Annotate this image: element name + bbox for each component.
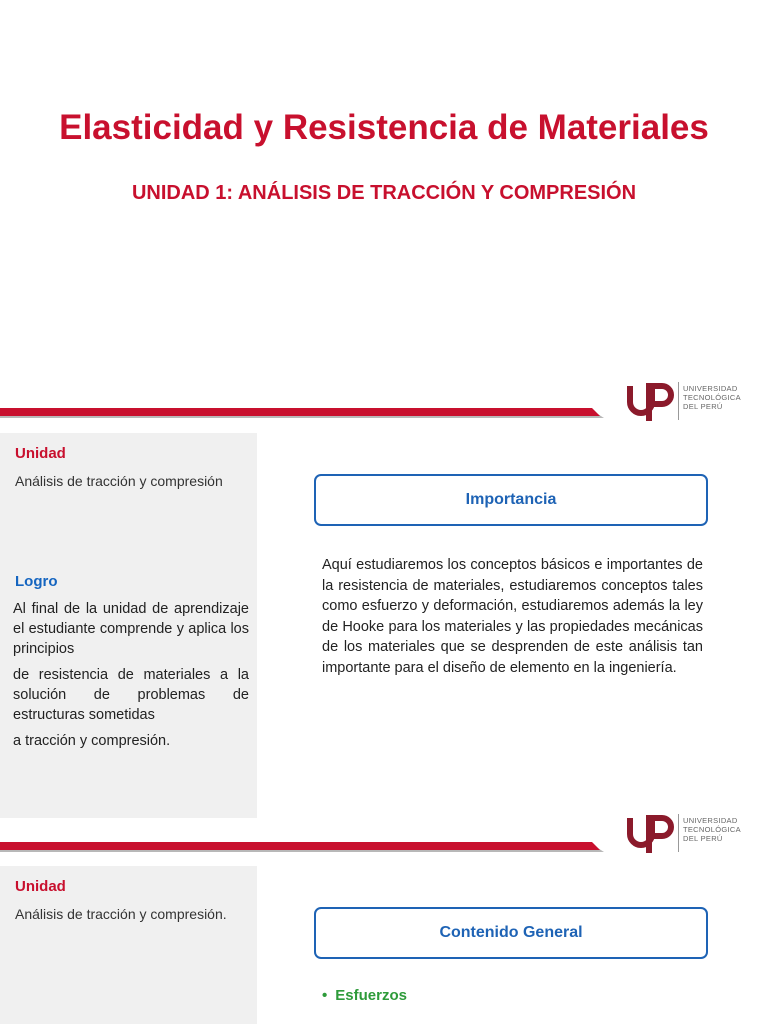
unidad-label-2: Unidad [15, 878, 66, 895]
unidad-text: Análisis de tracción y compresión [15, 473, 223, 489]
logo-line-2: TECNOLÓGICA [683, 393, 741, 402]
slide3-left-panel [0, 866, 257, 1024]
utp-logo-2 [626, 812, 756, 856]
utp-logo-icon [626, 380, 678, 424]
unidad-text-2: Análisis de tracción y compresión. [15, 906, 227, 922]
presentation-title: Elasticidad y Resistencia de Materiales [59, 108, 709, 147]
unit-subtitle: UNIDAD 1: ANÁLISIS DE TRACCIÓN Y COMPRESIÓN [131, 182, 637, 204]
importancia-box: Importancia [314, 474, 708, 526]
logro-text-3: a tracción y compresión. [13, 733, 171, 749]
slide2-left-panel [0, 433, 257, 818]
logo-line-1: UNIVERSIDAD [683, 816, 738, 825]
utp-logo [626, 380, 756, 424]
unidad-label: Unidad [15, 445, 66, 462]
bullet-item [322, 987, 407, 1004]
utp-logo-icon [626, 812, 678, 856]
logro-text-2: de resistencia de materiales a la solución de problemas de estructuras sometidas [13, 667, 249, 723]
logo-line-3: DEL PERÚ [683, 402, 723, 411]
logo-line-3: DEL PERÚ [683, 834, 723, 843]
bullet-dot-icon: • [322, 987, 328, 1004]
importancia-paragraph: Aquí estudiaremos los conceptos básicos e importantes de la resistencia de materiales, estudiaremos conceptos tales como esfuerzo y deformación, estudiaremos además la ley de Hooke para los materiales y las propiedades mecánicas de los materiales que se desprenden de este análisis tan importante para el diseño de elemento en la ingeniería. [322, 557, 703, 676]
logo-line-1: UNIVERSIDAD [683, 384, 738, 393]
header-divider-2 [0, 838, 608, 858]
logro-label: Logro [15, 573, 58, 590]
logro-text-1: Al final de la unidad de aprendizaje el estudiante comprende y aplica los principios [13, 601, 249, 657]
contenido-general-box: Contenido General [314, 907, 708, 959]
logo-line-2: TECNOLÓGICA [683, 825, 741, 834]
bullet-text: Esfuerzos [335, 987, 407, 1004]
header-divider [0, 404, 608, 424]
